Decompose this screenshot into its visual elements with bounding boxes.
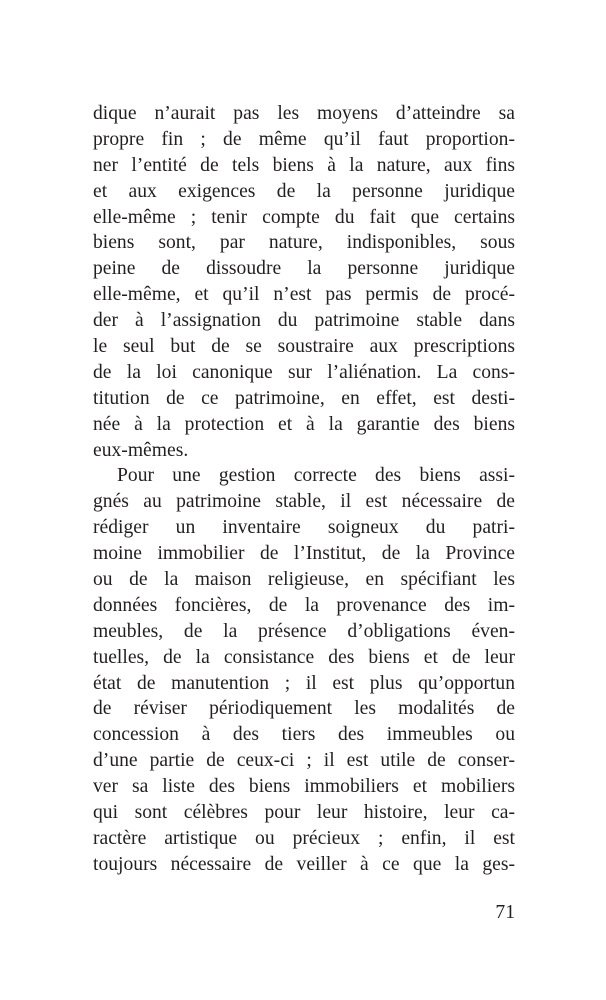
page-number: 71 — [495, 902, 515, 923]
text-line: tuelles, de la consistance des biens et de leur — [93, 646, 515, 668]
text-line: concession à des tiers des immeubles ou — [93, 724, 515, 746]
text-line: eux-mêmes. — [93, 439, 189, 461]
text-line: meubles, de la présence d’obligations éven- — [93, 620, 515, 642]
text-line: de réviser périodiquement les modalités de — [93, 698, 515, 720]
text-line: dique n’aurait pas les moyens d’atteindre sa — [93, 103, 515, 124]
text-line: données foncières, de la provenance des im- — [93, 594, 515, 616]
text-line: der à l’assignation du patrimoine stable dans — [93, 310, 515, 332]
paragraph — [93, 463, 515, 877]
text-line: qui sont célèbres pour leur histoire, leur ca- — [93, 802, 515, 824]
text-line: propre fin ; de même qu’il faut proportion- — [93, 128, 515, 150]
text-line: toujours nécessaire de veiller à ce que la ges- — [93, 853, 515, 875]
text-line: Pour une gestion correcte des biens assi- — [117, 465, 515, 487]
text-line: état de manutention ; il est plus qu’opportun — [93, 672, 515, 694]
text-line: peine de dissoudre la personne juridique — [93, 258, 515, 280]
text-line: d’une partie de ceux-ci ; il est utile de conser- — [93, 750, 515, 772]
text-line: et aux exigences de la personne juridique — [93, 180, 515, 202]
paragraph — [93, 101, 515, 463]
text-line: le seul but de se soustraire aux prescriptions — [93, 336, 515, 358]
text-line: ou de la maison religieuse, en spécifiant les — [93, 569, 515, 591]
page-body — [93, 101, 515, 878]
text-line: ver sa liste des biens immobiliers et mobiliers — [93, 776, 515, 798]
text-line: ner l’entité de tels biens à la nature, aux fins — [93, 154, 515, 176]
text-line: titution de ce patrimoine, en effet, est desti- — [93, 387, 515, 409]
text-line: elle-même ; tenir compte du fait que certains — [93, 206, 515, 228]
text-line: rédiger un inventaire soigneux du patri- — [93, 517, 515, 539]
text-line: ractère artistique ou précieux ; enfin, il est — [93, 827, 515, 849]
text-line: née à la protection et à la garantie des biens — [93, 413, 515, 435]
text-line: elle-même, et qu’il n’est pas permis de procé- — [93, 284, 515, 306]
text-line: moine immobilier de l’Institut, de la Province — [93, 543, 515, 565]
text-line: gnés au patrimoine stable, il est nécessaire de — [93, 491, 515, 513]
text-line: biens sont, par nature, indisponibles, sous — [93, 232, 515, 254]
text-line: de la loi canonique sur l’aliénation. La cons- — [93, 361, 515, 383]
